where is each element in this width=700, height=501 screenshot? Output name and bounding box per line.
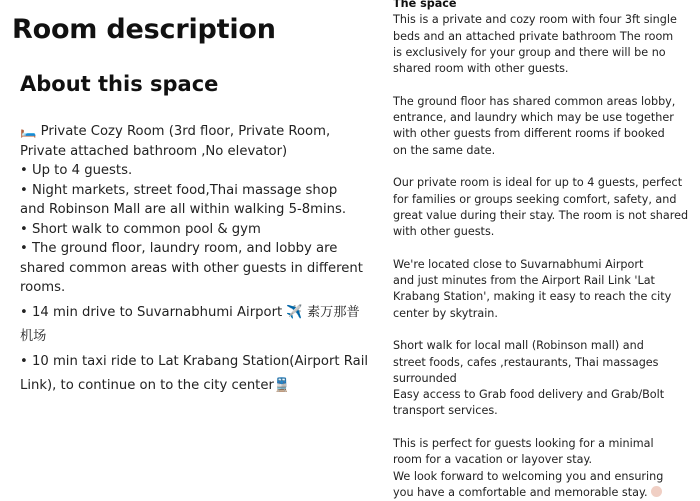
description-line: The ground floor has shared common areas lobby, xyxy=(393,94,676,108)
description-line: This is a private and cozy room with four 3ft single xyxy=(393,13,677,27)
blank-line xyxy=(393,77,693,93)
highlight-line: Link), to continue on to the city center🚆 xyxy=(20,378,291,393)
highlight-line: • The ground floor, laundry room, and lobby are xyxy=(20,241,338,256)
description-line: street foods, cafes ,restaurants, Thai massages xyxy=(393,355,659,369)
description-line-text: you have a comfortable and memorable stay. xyxy=(393,485,648,499)
space-heading: The space xyxy=(393,0,457,10)
description-line: Easy access to Grab food delivery and Grab/Bolt xyxy=(393,388,665,402)
description-line: beds and an attached private bathroom The room xyxy=(393,29,674,43)
smile-emoji-icon xyxy=(651,486,662,497)
room-description-title: Room description xyxy=(12,14,276,45)
description-line: shared room with other guests. xyxy=(393,62,569,76)
highlight-line: shared common areas with other guests in different xyxy=(20,260,363,276)
space-description-panel xyxy=(384,0,700,500)
description-line: transport services. xyxy=(393,404,498,418)
description-line: is exclusively for your group and there will be no xyxy=(393,45,666,59)
blank-line xyxy=(393,240,693,256)
description-line: This is perfect for guests looking for a minimal xyxy=(393,437,654,451)
blank-line xyxy=(393,322,693,338)
description-line: Krabang Station', making it easy to reach the city xyxy=(393,290,672,304)
description-line: entrance, and laundry which may be use together xyxy=(393,111,674,125)
description-line: Our private room is ideal for up to 4 guests, perfect xyxy=(393,176,683,190)
description-line: room for a vacation or layover stay. xyxy=(393,453,593,467)
highlight-line: 机场 xyxy=(20,329,47,344)
highlight-line: • Short walk to common pool & gym xyxy=(20,221,261,237)
description-line: We look forward to welcoming you and ensuring xyxy=(393,469,664,483)
description-line: Short walk for local mall (Robinson mall) and xyxy=(393,339,644,353)
highlight-line: • 10 min taxi ride to Lat Krabang Station(Airport Rail xyxy=(20,353,369,369)
description-line: and just minutes from the Airport Rail Link 'Lat xyxy=(393,274,655,288)
blank-line xyxy=(393,420,693,436)
highlight-line: • Up to 4 guests. xyxy=(20,163,133,178)
description-line: with other guests from different rooms if booked xyxy=(393,127,665,141)
highlights-list xyxy=(20,122,369,396)
highlight-line: rooms. xyxy=(20,280,66,295)
highlight-line: • Night markets, street food,Thai massage shop xyxy=(20,182,338,198)
description-line: center by skytrain. xyxy=(393,306,498,320)
highlight-line: and Robinson Mall are all within walking 5-8mins. xyxy=(20,202,347,217)
description-line: for families or groups seeking comfort, safety, and xyxy=(393,192,677,206)
about-this-space-title: About this space xyxy=(20,72,219,96)
description-line: great value during their stay. The room is not shared xyxy=(393,208,689,222)
highlight-line: 🛏️ Private Cozy Room (3rd floor, Private Room, xyxy=(20,124,331,139)
blank-line xyxy=(393,159,693,175)
highlight-line: • 14 min drive to Suvarnabhumi Airport ✈️ 素万那普 xyxy=(20,304,360,320)
highlight-line: Private attached bathroom ,No elevator) xyxy=(20,143,288,159)
space-description-text xyxy=(393,0,693,501)
description-line: We're located close to Suvarnabhumi Airport xyxy=(393,257,644,271)
description-line: with other guests. xyxy=(393,225,495,239)
description-line: on the same date. xyxy=(393,143,496,157)
description-line-last xyxy=(393,485,693,501)
description-line: surrounded xyxy=(393,371,457,385)
